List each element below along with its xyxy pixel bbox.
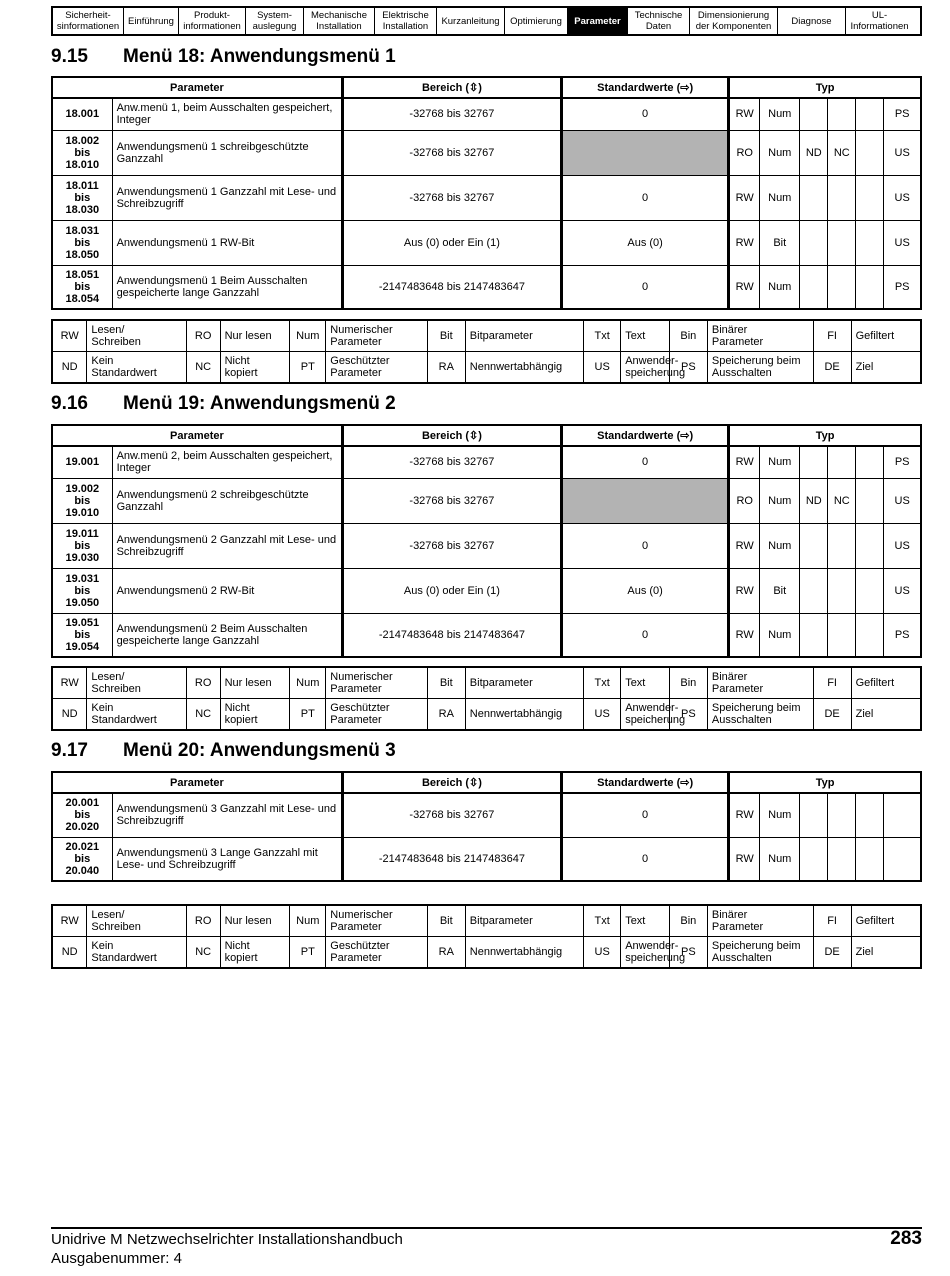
- table-row: [52, 220, 921, 265]
- legend-meaning: Anwender- speicherung: [621, 937, 670, 969]
- parameter-type-flag: US: [884, 568, 921, 613]
- legend-abbreviation: US: [584, 699, 621, 731]
- legend-abbreviation: PT: [290, 699, 326, 731]
- legend-row: [52, 667, 921, 699]
- legend-abbreviation: FI: [813, 667, 851, 699]
- parameter-range: -32768 bis 32767: [342, 523, 561, 568]
- legend-row: [52, 699, 921, 731]
- parameter-default: 0: [562, 265, 729, 309]
- legend-abbreviation: Bin: [669, 320, 707, 352]
- section-heading-menu-18: [51, 46, 396, 68]
- parameter-type-flag: [884, 837, 921, 881]
- parameter-type-flag: PS: [884, 265, 921, 309]
- parameter-type-flag: [856, 175, 884, 220]
- legend-meaning: Text: [621, 667, 670, 699]
- parameter-type-flag: ND: [800, 478, 828, 523]
- nav-tab-9[interactable]: Technische Daten: [628, 8, 690, 34]
- parameter-type-flag: [828, 613, 856, 657]
- legend-abbreviation: RW: [52, 320, 87, 352]
- legend-meaning: Gefiltert: [851, 320, 921, 352]
- legend-table: [51, 319, 922, 384]
- parameter-type-flag: [800, 523, 828, 568]
- legend-meaning: Binärer Parameter: [707, 320, 813, 352]
- legend-meaning: Bitparameter: [465, 905, 583, 937]
- parameter-type-flag: [800, 220, 828, 265]
- parameter-id: 18.031 bis 18.050: [52, 220, 112, 265]
- legend-abbreviation: ND: [52, 937, 87, 969]
- chapter-nav: [51, 6, 922, 36]
- header-type: Typ: [729, 772, 921, 793]
- footer-edition: Ausgabenummer: 4: [51, 1250, 182, 1267]
- legend-abbreviation: NC: [186, 352, 220, 384]
- parameter-default: 0: [562, 837, 729, 881]
- parameter-type-flag: [856, 220, 884, 265]
- parameter-default: [562, 130, 729, 175]
- table-row: [52, 613, 921, 657]
- legend-abbreviation: RO: [186, 320, 220, 352]
- legend-abbreviation: Num: [290, 905, 326, 937]
- legend-abbreviation: US: [584, 352, 621, 384]
- header-type: Typ: [729, 425, 921, 446]
- legend-meaning: Nur lesen: [220, 905, 290, 937]
- parameter-type-flag: [856, 98, 884, 130]
- header-default: Standardwerte (⇨): [562, 425, 729, 446]
- parameter-type-flag: Num: [760, 175, 800, 220]
- parameter-range: -32768 bis 32767: [342, 98, 561, 130]
- section-number: 9.15: [51, 46, 88, 67]
- legend-meaning: Lesen/ Schreiben: [87, 667, 186, 699]
- parameter-type-flag: Num: [760, 98, 800, 130]
- legend-row: [52, 320, 921, 352]
- parameter-type-flag: RW: [729, 793, 760, 837]
- parameter-table-menu-18: [51, 76, 922, 310]
- legend-abbreviation: RO: [186, 905, 220, 937]
- parameter-type-flag: [828, 98, 856, 130]
- parameter-type-flag: [800, 175, 828, 220]
- parameter-description: Anwendungsmenü 3 Lange Ganzzahl mit Lese- und Schreibzugriff: [112, 837, 342, 881]
- section-title: Menü 18: Anwendungsmenü 1: [123, 46, 396, 67]
- table-row: [52, 265, 921, 309]
- legend-abbreviation: Num: [290, 667, 326, 699]
- nav-tab-2[interactable]: Produkt- informationen: [179, 8, 246, 34]
- section-title: Menü 20: Anwendungsmenü 3: [123, 740, 396, 761]
- legend-table: [51, 666, 922, 731]
- parameter-type-flag: [856, 446, 884, 478]
- parameter-type-flag: RW: [729, 613, 760, 657]
- nav-tab-3[interactable]: System- auslegung: [246, 8, 304, 34]
- parameter-description: Anwendungsmenü 2 RW-Bit: [112, 568, 342, 613]
- legend-abbreviation: Num: [290, 320, 326, 352]
- parameter-type-flag: [828, 265, 856, 309]
- parameter-description: Anwendungsmenü 2 schreibgeschützte Ganzzahl: [112, 478, 342, 523]
- nav-tab-1[interactable]: Einführung: [124, 8, 179, 34]
- parameter-id: 20.021 bis 20.040: [52, 837, 112, 881]
- legend-abbreviation: Txt: [584, 905, 621, 937]
- parameter-type-flag: RW: [729, 568, 760, 613]
- parameter-type-flag: [800, 793, 828, 837]
- nav-tab-6[interactable]: Kurzanleitung: [437, 8, 505, 34]
- legend-meaning: Ziel: [851, 352, 921, 384]
- nav-tab-8[interactable]: Parameter: [568, 8, 628, 34]
- legend-row: [52, 905, 921, 937]
- parameter-default: Aus (0): [562, 568, 729, 613]
- footer-divider: [51, 1227, 922, 1229]
- section-number: 9.17: [51, 740, 88, 761]
- parameter-type-flag: [800, 837, 828, 881]
- parameter-id: 20.001 bis 20.020: [52, 793, 112, 837]
- legend-abbreviation: Bin: [669, 905, 707, 937]
- legend-meaning: Binärer Parameter: [707, 667, 813, 699]
- parameter-type-flag: RW: [729, 837, 760, 881]
- legend-abbreviation: ND: [52, 699, 87, 731]
- legend-meaning: Text: [621, 320, 670, 352]
- legend-meaning: Geschützter Parameter: [326, 937, 427, 969]
- section-number: 9.16: [51, 393, 88, 414]
- legend-abbreviation: PS: [669, 937, 707, 969]
- parameter-type-flag: US: [884, 220, 921, 265]
- legend-meaning: Nennwertabhängig: [465, 699, 583, 731]
- table-row: [52, 837, 921, 881]
- parameter-range: -32768 bis 32767: [342, 130, 561, 175]
- legend-abbreviation: RA: [427, 352, 465, 384]
- parameter-id: 19.011 bis 19.030: [52, 523, 112, 568]
- nav-tab-4[interactable]: Mechanische Installation: [304, 8, 375, 34]
- parameter-type-flag: RW: [729, 220, 760, 265]
- legend-abbreviation: PS: [669, 699, 707, 731]
- parameter-type-flag: [800, 613, 828, 657]
- table-row: [52, 793, 921, 837]
- table-row: [52, 568, 921, 613]
- parameter-type-flag: Num: [760, 478, 800, 523]
- parameter-type-flag: US: [884, 478, 921, 523]
- parameter-type-flag: RW: [729, 265, 760, 309]
- parameter-default: [562, 478, 729, 523]
- footer-title: Unidrive M Netzwechselrichter Installationshandbuch: [51, 1231, 403, 1248]
- legend-abbreviation: ND: [52, 352, 87, 384]
- legend-meaning: Numerischer Parameter: [326, 667, 427, 699]
- parameter-type-flag: [828, 837, 856, 881]
- parameter-type-flag: [800, 446, 828, 478]
- legend-row: [52, 937, 921, 969]
- parameter-type-flag: [828, 175, 856, 220]
- parameter-id: 19.002 bis 19.010: [52, 478, 112, 523]
- legend-row: [52, 352, 921, 384]
- parameter-type-flag: [856, 523, 884, 568]
- parameter-range: Aus (0) oder Ein (1): [342, 568, 561, 613]
- parameter-default: 0: [562, 446, 729, 478]
- parameter-range: -2147483648 bis 2147483647: [342, 613, 561, 657]
- legend-meaning: Kein Standardwert: [87, 937, 186, 969]
- parameter-type-flag: RW: [729, 98, 760, 130]
- legend-abbreviation: DE: [813, 352, 851, 384]
- nav-tab-12[interactable]: UL- Informationen: [850, 10, 909, 32]
- parameter-id: 19.001: [52, 446, 112, 478]
- legend-meaning: Lesen/ Schreiben: [87, 320, 186, 352]
- parameter-type-flag: NC: [828, 478, 856, 523]
- parameter-type-flag: [800, 265, 828, 309]
- parameter-type-flag: [856, 265, 884, 309]
- parameter-default: Aus (0): [562, 220, 729, 265]
- table-row: [52, 446, 921, 478]
- parameter-type-flag: [856, 793, 884, 837]
- parameter-type-flag: Num: [760, 130, 800, 175]
- legend-abbreviation: PT: [290, 352, 326, 384]
- section-heading-menu-19: [51, 393, 396, 415]
- table-row: [52, 130, 921, 175]
- header-default: Standardwerte (⇨): [562, 77, 729, 98]
- parameter-type-flag: RW: [729, 523, 760, 568]
- legend-abbreviation: Bit: [427, 320, 465, 352]
- parameter-default: 0: [562, 523, 729, 568]
- parameter-type-flag: [856, 613, 884, 657]
- parameter-type-flag: [828, 446, 856, 478]
- parameter-description: Anwendungsmenü 2 Ganzzahl mit Lese- und Schreibzugriff: [112, 523, 342, 568]
- section-heading-menu-20: [51, 740, 396, 762]
- table-row: [52, 523, 921, 568]
- header-range: Bereich (⇳): [342, 425, 561, 446]
- legend-meaning: Anwender- speicherung: [621, 352, 670, 384]
- legend-meaning: Nennwertabhängig: [465, 937, 583, 969]
- parameter-table-menu-20: [51, 771, 922, 882]
- legend-meaning: Ziel: [851, 699, 921, 731]
- legend-meaning: Nicht kopiert: [220, 937, 290, 969]
- parameter-type-flag: US: [884, 523, 921, 568]
- legend-meaning: Speicherung beim Ausschalten: [707, 937, 813, 969]
- parameter-description: Anwendungsmenü 2 Beim Ausschalten gespeicherte lange Ganzzahl: [112, 613, 342, 657]
- legend-meaning: Nur lesen: [220, 667, 290, 699]
- parameter-table-menu-19: [51, 424, 922, 658]
- legend-abbreviation: US: [584, 937, 621, 969]
- parameter-default: 0: [562, 793, 729, 837]
- section-title: Menü 19: Anwendungsmenü 2: [123, 393, 396, 414]
- table-row: [52, 98, 921, 130]
- parameter-type-flag: [828, 220, 856, 265]
- legend-meaning: Geschützter Parameter: [326, 699, 427, 731]
- parameter-type-flag: Num: [760, 265, 800, 309]
- parameter-type-flag: Num: [760, 793, 800, 837]
- parameter-range: -32768 bis 32767: [342, 175, 561, 220]
- parameter-id: 19.031 bis 19.050: [52, 568, 112, 613]
- legend-abbreviation: PS: [669, 352, 707, 384]
- parameter-description: Anwendungsmenü 3 Ganzzahl mit Lese- und Schreibzugriff: [112, 793, 342, 837]
- legend-meaning: Bitparameter: [465, 667, 583, 699]
- legend-meaning: Gefiltert: [851, 667, 921, 699]
- legend-meaning: Ziel: [851, 937, 921, 969]
- parameter-range: -2147483648 bis 2147483647: [342, 837, 561, 881]
- parameter-type-flag: PS: [884, 98, 921, 130]
- legend-abbreviation: RO: [186, 667, 220, 699]
- parameter-description: Anw.menü 2, beim Ausschalten gespeichert, Integer: [112, 446, 342, 478]
- legend-abbreviation: DE: [813, 937, 851, 969]
- legend-abbreviation: RA: [427, 937, 465, 969]
- parameter-type-flag: RO: [729, 478, 760, 523]
- legend-meaning: Gefiltert: [851, 905, 921, 937]
- legend-meaning: Nennwertabhängig: [465, 352, 583, 384]
- legend-meaning: Numerischer Parameter: [326, 320, 427, 352]
- nav-tab-11[interactable]: Diagnose: [778, 8, 846, 34]
- parameter-type-flag: [856, 837, 884, 881]
- parameter-description: Anwendungsmenü 1 RW-Bit: [112, 220, 342, 265]
- parameter-range: -2147483648 bis 2147483647: [342, 265, 561, 309]
- legend-meaning: Bitparameter: [465, 320, 583, 352]
- table-row: [52, 478, 921, 523]
- parameter-type-flag: RO: [729, 130, 760, 175]
- table-row: [52, 175, 921, 220]
- parameter-range: -32768 bis 32767: [342, 478, 561, 523]
- legend-meaning: Nur lesen: [220, 320, 290, 352]
- legend-meaning: Nicht kopiert: [220, 699, 290, 731]
- header-range: Bereich (⇳): [342, 77, 561, 98]
- parameter-id: 18.001: [52, 98, 112, 130]
- parameter-type-flag: [856, 478, 884, 523]
- parameter-description: Anwendungsmenü 1 Beim Ausschalten gespeicherte lange Ganzzahl: [112, 265, 342, 309]
- parameter-type-flag: US: [884, 130, 921, 175]
- page-number: 283: [890, 1228, 922, 1249]
- parameter-id: 18.051 bis 18.054: [52, 265, 112, 309]
- parameter-type-flag: [856, 568, 884, 613]
- header-type: Typ: [729, 77, 921, 98]
- legend-abbreviation: Bit: [427, 905, 465, 937]
- legend-meaning: Binärer Parameter: [707, 905, 813, 937]
- legend-abbreviation: NC: [186, 699, 220, 731]
- legend-abbreviation: FI: [813, 905, 851, 937]
- parameter-type-flag: Bit: [760, 220, 800, 265]
- legend-meaning: Speicherung beim Ausschalten: [707, 699, 813, 731]
- legend-meaning: Text: [621, 905, 670, 937]
- parameter-type-flag: [884, 793, 921, 837]
- legend-meaning: Kein Standardwert: [87, 699, 186, 731]
- legend-abbreviation: Bin: [669, 667, 707, 699]
- header-parameter: Parameter: [52, 77, 342, 98]
- legend-abbreviation: Txt: [584, 320, 621, 352]
- parameter-description: Anw.menü 1, beim Ausschalten gespeichert, Integer: [112, 98, 342, 130]
- parameter-range: Aus (0) oder Ein (1): [342, 220, 561, 265]
- parameter-type-flag: ND: [800, 130, 828, 175]
- parameter-type-flag: PS: [884, 613, 921, 657]
- header-range: Bereich (⇳): [342, 772, 561, 793]
- nav-tab-5[interactable]: Elektrische Installation: [375, 8, 437, 34]
- parameter-type-flag: [800, 568, 828, 613]
- nav-tab-0[interactable]: Sicherheit- sinformationen: [53, 8, 124, 34]
- header-parameter: Parameter: [52, 425, 342, 446]
- parameter-id: 19.051 bis 19.054: [52, 613, 112, 657]
- legend-meaning: Geschützter Parameter: [326, 352, 427, 384]
- parameter-type-flag: Bit: [760, 568, 800, 613]
- parameter-default: 0: [562, 175, 729, 220]
- legend-abbreviation: Txt: [584, 667, 621, 699]
- legend-meaning: Kein Standardwert: [87, 352, 186, 384]
- parameter-description: Anwendungsmenü 1 schreibgeschützte Ganzzahl: [112, 130, 342, 175]
- legend-meaning: Nicht kopiert: [220, 352, 290, 384]
- legend-meaning: Lesen/ Schreiben: [87, 905, 186, 937]
- legend-abbreviation: Bit: [427, 667, 465, 699]
- legend-meaning: Numerischer Parameter: [326, 905, 427, 937]
- legend-abbreviation: FI: [813, 320, 851, 352]
- parameter-type-flag: [800, 98, 828, 130]
- parameter-default: 0: [562, 613, 729, 657]
- legend-abbreviation: DE: [813, 699, 851, 731]
- legend-abbreviation: RW: [52, 905, 87, 937]
- parameter-range: -32768 bis 32767: [342, 446, 561, 478]
- parameter-type-flag: Num: [760, 446, 800, 478]
- nav-tab-7[interactable]: Optimierung: [505, 8, 568, 34]
- legend-meaning: Speicherung beim Ausschalten: [707, 352, 813, 384]
- legend-abbreviation: RW: [52, 667, 87, 699]
- parameter-type-flag: RW: [729, 446, 760, 478]
- legend-abbreviation: PT: [290, 937, 326, 969]
- parameter-type-flag: Num: [760, 613, 800, 657]
- parameter-type-flag: [828, 523, 856, 568]
- parameter-id: 18.002 bis 18.010: [52, 130, 112, 175]
- legend-abbreviation: NC: [186, 937, 220, 969]
- parameter-type-flag: PS: [884, 446, 921, 478]
- parameter-type-flag: RW: [729, 175, 760, 220]
- parameter-type-flag: Num: [760, 837, 800, 881]
- legend-table: [51, 904, 922, 969]
- parameter-range: -32768 bis 32767: [342, 793, 561, 837]
- parameter-default: 0: [562, 98, 729, 130]
- parameter-type-flag: NC: [828, 130, 856, 175]
- parameter-description: Anwendungsmenü 1 Ganzzahl mit Lese- und Schreibzugriff: [112, 175, 342, 220]
- nav-tab-10[interactable]: Dimensionierung der Komponenten: [690, 8, 778, 34]
- header-parameter: Parameter: [52, 772, 342, 793]
- legend-abbreviation: RA: [427, 699, 465, 731]
- header-default: Standardwerte (⇨): [562, 772, 729, 793]
- parameter-id: 18.011 bis 18.030: [52, 175, 112, 220]
- parameter-type-flag: Num: [760, 523, 800, 568]
- legend-meaning: Anwender- speicherung: [621, 699, 670, 731]
- parameter-type-flag: US: [884, 175, 921, 220]
- parameter-type-flag: [828, 568, 856, 613]
- parameter-type-flag: [856, 130, 884, 175]
- parameter-type-flag: [828, 793, 856, 837]
